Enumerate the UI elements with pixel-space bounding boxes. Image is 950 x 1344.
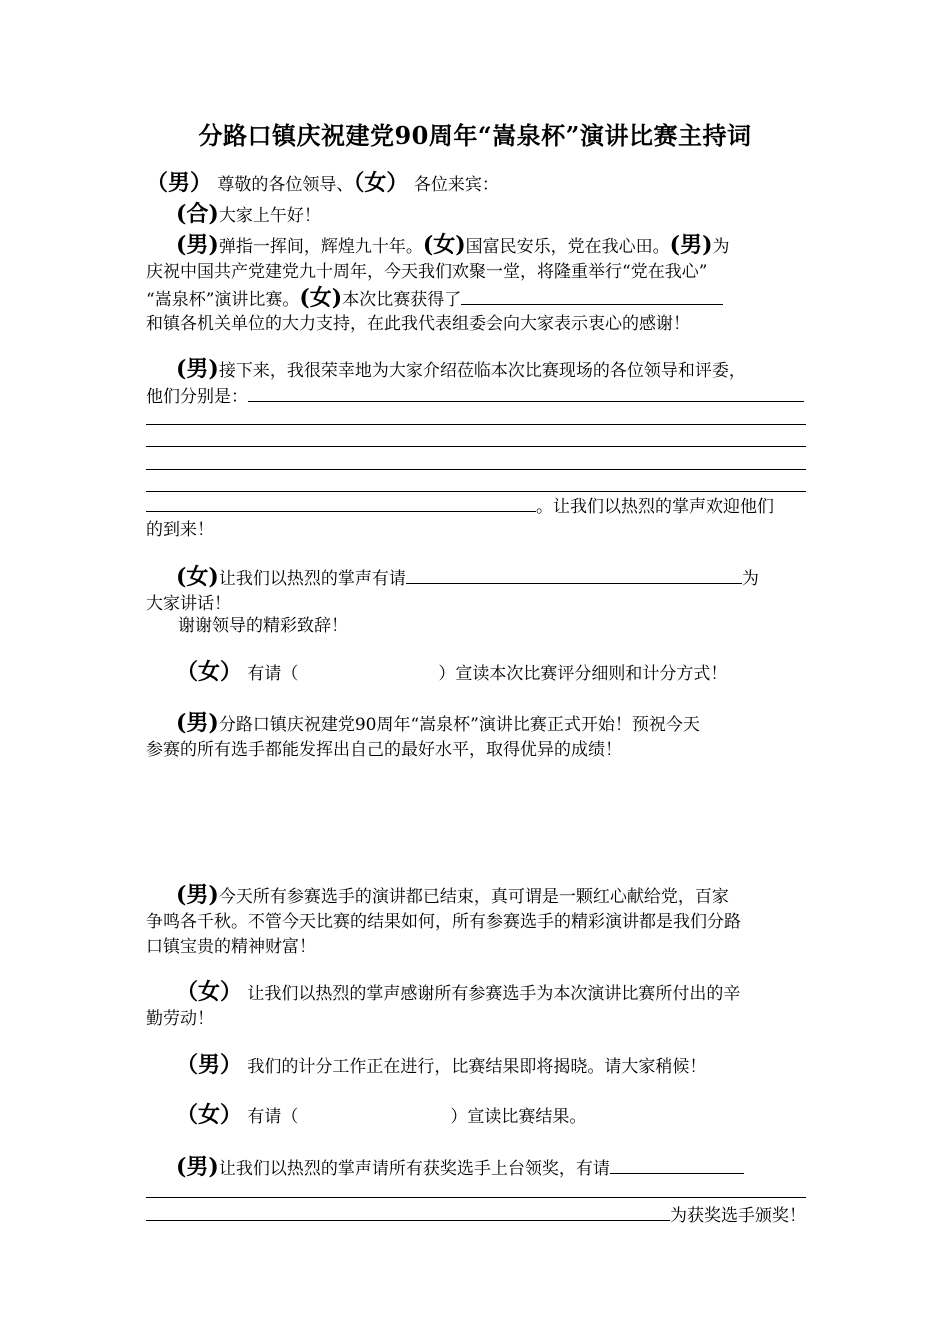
paragraph-line bbox=[176, 981, 840, 1005]
speaker-male: (男) bbox=[176, 356, 219, 382]
greeting-guests: 各位来宾： bbox=[413, 175, 499, 195]
paragraph-line bbox=[176, 566, 840, 590]
text: 有请（ bbox=[247, 1107, 299, 1127]
speaker-male: (男) bbox=[176, 710, 219, 736]
text: 让我们以热烈的掌声感谢所有参赛选手为本次演讲比赛所付出的辛 bbox=[247, 984, 741, 1004]
guests-blank[interactable] bbox=[248, 384, 804, 402]
speaker-male: (男) bbox=[176, 1154, 219, 1180]
paragraph-line: 口镇宝贵的精神财富！ bbox=[146, 937, 316, 957]
text: 我们的计分工作正在进行，比赛结果即将揭晓。请大家稍候！ bbox=[247, 1057, 707, 1077]
paragraph-line: 大家讲话！ bbox=[146, 594, 231, 614]
paragraph-line: 勤劳动！ bbox=[146, 1009, 214, 1029]
text: 分路口镇庆祝建党90周年“嵩泉杯”演讲比赛正式开始！预祝今天 bbox=[218, 715, 700, 735]
paragraph-line: 参赛的所有选手都能发挥出自己的最好水平，取得优异的成绩！ bbox=[146, 740, 622, 760]
good-morning: 大家上午好！ bbox=[218, 206, 321, 226]
paragraph-line bbox=[176, 1156, 840, 1180]
paragraph-line bbox=[176, 884, 840, 908]
paragraph-line bbox=[176, 1054, 840, 1078]
sponsor-blank[interactable] bbox=[461, 287, 723, 305]
presenter-blank-end[interactable] bbox=[146, 1203, 670, 1221]
speaker-female: (女) bbox=[422, 232, 466, 258]
speaker-female: (女) bbox=[176, 564, 219, 590]
paragraph-line bbox=[146, 287, 810, 311]
text: 接下来，我很荣幸地为大家介绍莅临本次比赛现场的各位领导和评委， bbox=[218, 361, 746, 381]
speaker-female: （女） bbox=[353, 170, 409, 196]
paragraph-line bbox=[176, 712, 840, 736]
paragraph-line: 的到来！ bbox=[146, 520, 214, 540]
speaker-male: （男） bbox=[176, 1052, 243, 1078]
speaker-male: (男) bbox=[669, 232, 713, 258]
text: ）宣读本次比赛评分细则和计分方式！ bbox=[438, 664, 728, 684]
leader-blank[interactable] bbox=[406, 566, 742, 584]
greeting-line bbox=[146, 172, 810, 196]
document-title: 分路口镇庆祝建党90周年“嵩泉杯”演讲比赛主持词 bbox=[198, 121, 752, 150]
blank-line[interactable] bbox=[146, 469, 806, 470]
text: 今天所有参赛选手的演讲都已结束，真可谓是一颗红心献给党，百家 bbox=[218, 887, 729, 907]
text: 弹指一挥间，辉煌九十年。 bbox=[218, 237, 423, 257]
speaker-female: （女） bbox=[176, 979, 243, 1005]
speaker-together: (合) bbox=[176, 201, 219, 227]
paragraph-line: 和镇各机关单位的大力支持，在此我代表组委会向大家表示衷心的感谢！ bbox=[146, 314, 690, 334]
paragraph-line: 谢谢领导的精彩致辞！ bbox=[178, 616, 348, 636]
text: 为 bbox=[741, 569, 759, 589]
blank-line[interactable] bbox=[146, 424, 806, 425]
paragraph-line bbox=[146, 384, 810, 408]
blank-line[interactable] bbox=[146, 491, 806, 492]
paragraph-line bbox=[146, 1203, 810, 1227]
presenter-blank[interactable] bbox=[610, 1156, 744, 1174]
text: 。让我们以热烈的掌声欢迎他们 bbox=[536, 497, 774, 517]
text: “嵩泉杯”演讲比赛。 bbox=[146, 290, 300, 310]
speaker-female: (女) bbox=[299, 285, 343, 311]
speaker-male: (男) bbox=[176, 232, 219, 258]
paragraph-line bbox=[176, 661, 840, 685]
text: 让我们以热烈的掌声请所有获奖选手上台领奖，有请 bbox=[218, 1159, 610, 1179]
text: 让我们以热烈的掌声有请 bbox=[218, 569, 406, 589]
text: 本次比赛获得了 bbox=[342, 290, 462, 310]
blank-line[interactable] bbox=[146, 1197, 806, 1198]
together-line bbox=[176, 203, 840, 227]
paragraph-line bbox=[146, 494, 810, 518]
greeting-leaders: 尊敬的各位领导、 bbox=[217, 175, 354, 195]
paragraph-line: 庆祝中国共产党建党九十周年，今天我们欢聚一堂，将隆重举行“党在我心” bbox=[146, 262, 708, 282]
text: 他们分别是： bbox=[146, 387, 248, 407]
speaker-male: (男) bbox=[176, 882, 219, 908]
speaker-female: （女） bbox=[176, 1102, 243, 1128]
paragraph-line bbox=[176, 358, 840, 382]
text: 国富民安乐，党在我心田。 bbox=[465, 237, 670, 257]
text: 有请（ bbox=[247, 664, 299, 684]
paragraph-line bbox=[176, 234, 840, 258]
text: ）宣读比赛结果。 bbox=[450, 1107, 587, 1127]
guests-blank-end[interactable] bbox=[146, 494, 536, 512]
text: 为 bbox=[712, 237, 730, 257]
paragraph-line: 争鸣各千秋。不管今天比赛的结果如何，所有参赛选手的精彩演讲都是我们分路 bbox=[146, 912, 741, 932]
speaker-female: （女） bbox=[176, 659, 243, 685]
paragraph-line bbox=[176, 1104, 840, 1128]
text: 为获奖选手颁奖！ bbox=[670, 1206, 806, 1226]
blank-line[interactable] bbox=[146, 446, 806, 447]
speaker-male: （男） bbox=[146, 170, 213, 196]
